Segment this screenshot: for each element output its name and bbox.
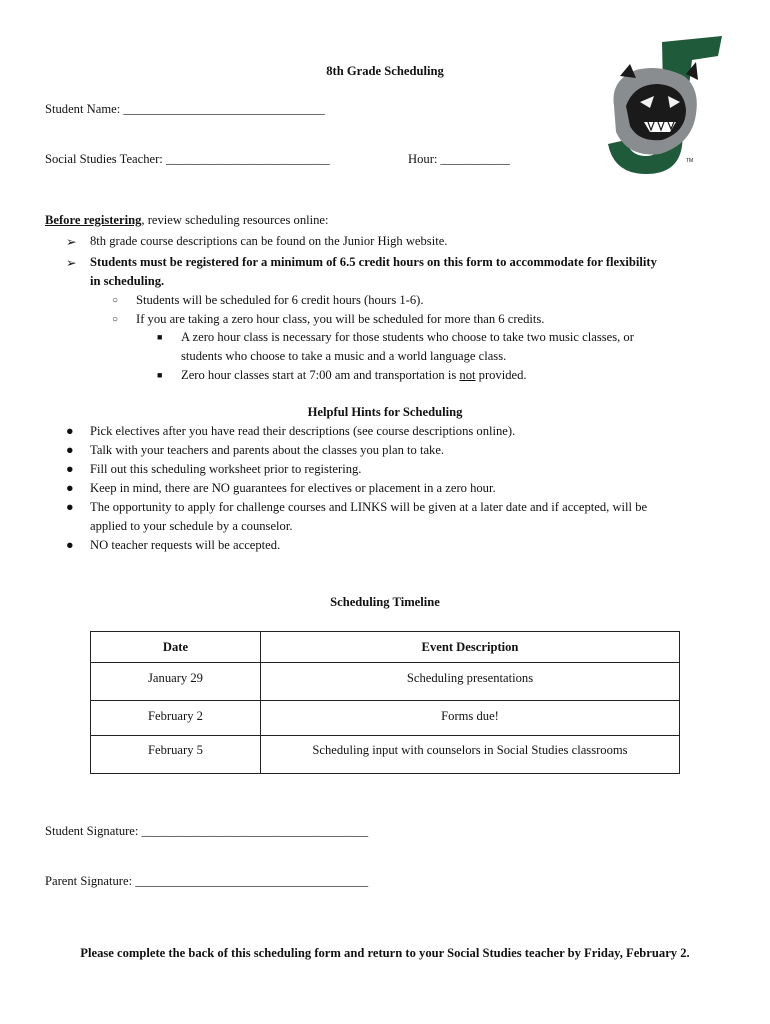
timeline-heading: Scheduling Timeline [330,595,440,609]
trademark-mark: TM [686,158,694,164]
col-date-header: Date [91,632,261,663]
arrow-bullet-icon: ➢ [66,256,77,270]
before-registering-intro [45,213,329,228]
timeline-table [90,631,680,774]
list-item-text: Pick electives after you have read their descriptions (see course descriptions online). [90,424,516,438]
list-item-text: Students must be registered for a minimum of 6.5 credit hours on this form to accommodate for flexibility [90,255,657,269]
event-cell: Forms due! [261,701,680,736]
list-item-text: A zero hour class is necessary for those students who choose to take two music classes, or [181,330,634,344]
list-item-text: Keep in mind, there are NO guarantees for electives or placement in a zero hour. [90,481,496,495]
date-cell: February 5 [91,736,261,774]
list-item-continuation: applied to your schedule by a counselor. [90,519,293,533]
list-item [66,234,447,250]
before-registering-lead: Before registering [45,213,142,227]
list-item [66,538,280,553]
list-item [66,255,657,271]
list-item-continuation: in scheduling. [90,274,165,288]
table-header-row [91,632,680,663]
list-item-text: 8th grade course descriptions can be found on the Junior High website. [90,234,448,248]
list-item [66,500,647,515]
list-item-text: The opportunity to apply for challenge courses and LINKS will be given at a later date and if accepted, will be [90,500,648,514]
table-row [91,701,680,736]
dot-bullet-icon: ● [66,462,74,476]
date-cell: January 29 [91,663,261,701]
list-item-text: Students will be scheduled for 6 credit hours (hours 1-6). [136,293,424,307]
square-bullet-icon: ■ [157,370,163,380]
col-event-header: Event Description [261,632,680,663]
hour-field[interactable]: Hour: ___________ [408,152,510,166]
list-item [157,330,634,345]
list-item [66,443,444,458]
square-bullet-icon: ■ [157,332,163,342]
list-item [66,481,496,496]
list-item [66,462,361,477]
event-cell: Scheduling input with counselors in Social Studies classrooms [261,736,680,774]
page-title: 8th Grade Scheduling [326,64,444,78]
list-item [157,368,527,383]
table-row [91,736,680,774]
list-item-text: NO teacher requests will be accepted. [90,538,281,552]
list-item-text: Zero hour classes start at 7:00 am and transportation is not provided. [181,368,527,382]
list-item-continuation: students who choose to take a music and a world language class. [181,349,507,363]
student-signature-field[interactable]: Student Signature: ____________________________________ [45,824,369,838]
dot-bullet-icon: ● [66,481,74,495]
social-studies-teacher-field[interactable]: Social Studies Teacher: __________________________ [45,152,330,166]
dot-bullet-icon: ● [66,443,74,457]
not-underlined: not [459,368,476,382]
list-item-text: Fill out this scheduling worksheet prior to registering. [90,462,362,476]
list-item-text: If you are taking a zero hour class, you will be scheduled for more than 6 credits. [136,312,545,326]
event-cell: Scheduling presentations [261,663,680,701]
before-registering-rest: , review scheduling resources online: [141,213,329,227]
dot-bullet-icon: ● [66,424,74,438]
dot-bullet-icon: ● [66,538,74,552]
list-item [66,424,515,439]
footer-instructions: Please complete the back of this scheduling form and return to your Social Studies teacher by Friday, February 2. [80,946,690,960]
school-logo-icon [600,36,730,176]
hints-heading: Helpful Hints for Scheduling [307,405,463,419]
dot-bullet-icon: ● [66,500,74,514]
date-cell: February 2 [91,701,261,736]
parent-signature-field[interactable]: Parent Signature: _____________________________________ [45,874,369,888]
list-item-text: Talk with your teachers and parents about the classes you plan to take. [90,443,445,457]
arrow-bullet-icon: ➢ [66,235,77,249]
circle-bullet-icon: ○ [112,295,119,306]
list-item [112,312,544,327]
circle-bullet-icon: ○ [112,314,119,325]
student-name-field[interactable]: Student Name: ________________________________ [45,102,325,116]
list-item [112,293,424,308]
table-row [91,663,680,701]
